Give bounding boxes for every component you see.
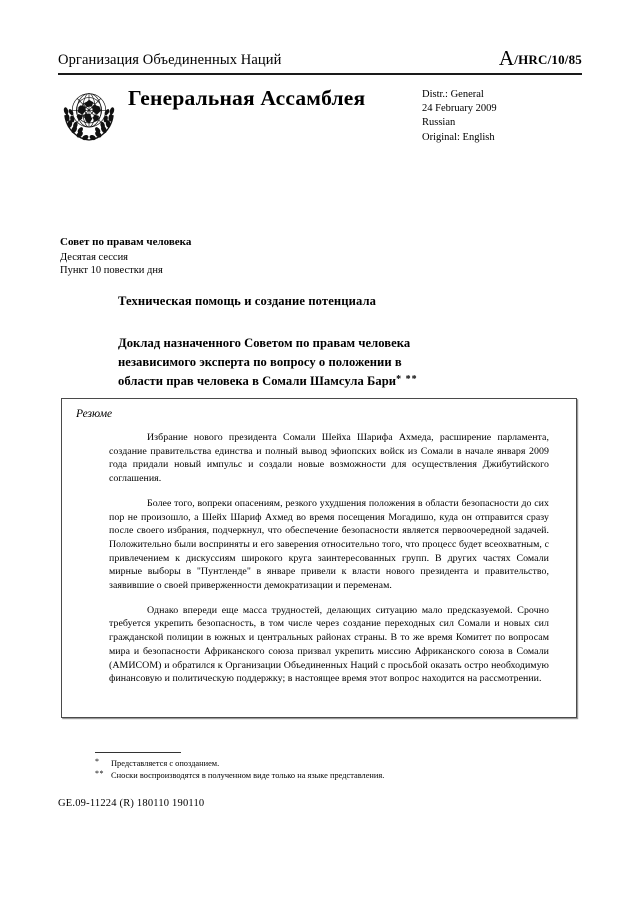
body-title: Генеральная Ассамблея bbox=[128, 86, 366, 110]
footnote-item bbox=[95, 758, 535, 770]
report-title-line-3: области прав человека в Сомали Шамсула Бари bbox=[118, 374, 397, 388]
topic-title: Техническая помощь и создание потенциала bbox=[118, 294, 377, 308]
masthead-top-row bbox=[58, 46, 582, 71]
session-block bbox=[60, 236, 191, 278]
summary-paragraph: Избрание нового президента Сомали Шейха Шарифа Ахмеда, расширение парламента, создание правительства единства и полный вывод эфиопских войск из Сомали в начале января 2009 года придали новый импульс и создали новые возможности для осуществления Джибутийского соглашения. bbox=[109, 432, 549, 485]
summary-body bbox=[109, 431, 549, 697]
footnote-mark: ** bbox=[95, 768, 104, 778]
un-emblem-svg bbox=[58, 83, 120, 145]
footnote-text: Представляется с опозданием. bbox=[111, 759, 220, 768]
job-number: GE.09-11224 (R) 180110 190110 bbox=[58, 798, 205, 809]
title-block bbox=[118, 294, 538, 391]
summary-paragraph: Более того, вопреки опасениям, резкого ухудшения положения в области безопасности до сих пор не произошло, а Шейх Шариф Ахмед во время посещения Могадишо, куда он отправится сразу после своего избрания, подчеркнул, что обеспечение безопасности является первоочередной задачей. Положительно были восприняты и его заверения относительно того, что процесс будет всеохватным, с привлечением к дискуссиям широкого круга заинтересованных групп. В других частях Сомали мирные выборы в "Пунтленде" в январе привели к власти нового президента и правительство, заявившие о своей приверженности демократизации и переменам. bbox=[109, 497, 549, 592]
organization-name: Организация Объединенных Наций bbox=[58, 52, 282, 68]
distribution-block bbox=[416, 82, 582, 150]
distribution-date: 24 February 2009 bbox=[422, 103, 497, 115]
footnote-mark: * bbox=[95, 757, 100, 766]
document-symbol-prefix: A bbox=[498, 46, 515, 70]
footnote-area bbox=[95, 752, 535, 781]
report-title-line-2: независимого эксперта по вопросу о положении в bbox=[118, 354, 402, 369]
agenda-item: Пункт 10 повестки дня bbox=[60, 265, 163, 277]
distribution-language: Russian bbox=[422, 117, 456, 129]
un-emblem-icon bbox=[58, 82, 126, 150]
masthead-divider-rule bbox=[58, 73, 582, 75]
title-footnote-marks: * ** bbox=[396, 374, 418, 385]
summary-paragraph: Однако впереди еще масса трудностей, делающих ситуацию мало предсказуемой. Срочно требуется укрепить безопасность, в том числе через создание переходных сил Сомали и новых сил гражданской полиции в южных и центральных районах страны. В то же время Комитет по вопросам мира и безопасности Африканского союза призвал укрепить миссию Африканского союза в Сомали (АМИСОМ) и обратился к Организации Объединенных Наций с просьбой оказать остро необходимую финансовую и политическую поддержку; в настоящее время этот вопрос находится на рассмотрении. bbox=[109, 604, 549, 685]
summary-box bbox=[61, 398, 577, 718]
council-name: Совет по правам человека bbox=[60, 236, 192, 248]
footnote-separator-rule bbox=[95, 752, 181, 753]
report-title bbox=[118, 334, 538, 391]
report-title-line-1: Доклад назначенного Советом по правам человека bbox=[118, 336, 411, 350]
masthead-body-row bbox=[58, 82, 582, 150]
footnote-item bbox=[95, 770, 535, 782]
session-number: Десятая сессия bbox=[60, 251, 129, 263]
document-symbol bbox=[499, 46, 582, 71]
masthead bbox=[58, 46, 582, 150]
distribution-original: Original: English bbox=[422, 131, 495, 143]
footnote-text: Сноски воспроизводятся в полученном виде только на языке представления. bbox=[111, 770, 385, 780]
document-symbol-rest: /HRC/10/85 bbox=[514, 52, 582, 67]
distribution-type: Distr.: General bbox=[422, 89, 484, 100]
summary-label: Резюме bbox=[76, 408, 113, 420]
